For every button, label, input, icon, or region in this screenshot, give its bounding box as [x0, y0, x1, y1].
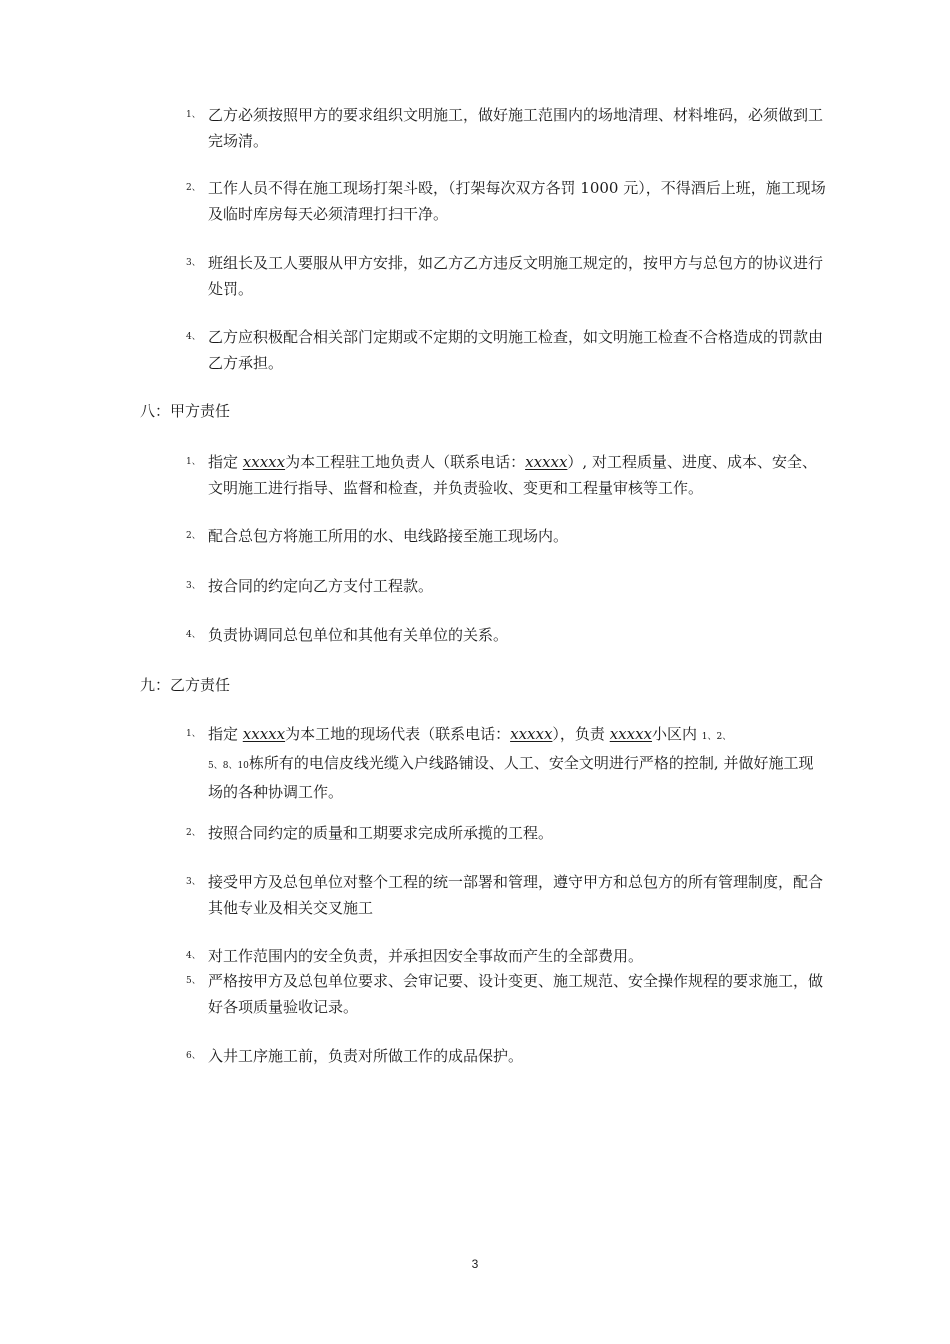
list-item: [186, 820, 826, 846]
item-text: [208, 721, 826, 805]
text-run: 小区内: [652, 725, 702, 743]
item-number: 2、: [186, 531, 201, 541]
item-number: 2、: [186, 183, 201, 193]
list-item: [186, 175, 826, 227]
item-text: [208, 449, 826, 501]
placeholder-field: xxxxx: [242, 725, 286, 743]
text-run: 为本工程驻工地负责人（联系电话：: [285, 453, 526, 471]
item-text: 按合同的约定向乙方支付工程款。: [208, 577, 434, 595]
item-text: 乙方必须按照甲方的要求组织文明施工，做好施工范围内的场地清理、材料堆码，必须做到工完场清。: [208, 106, 824, 150]
item-number: 4、: [186, 630, 201, 640]
item-text: 配合总包方将施工所用的水、电线路接至施工现场内。: [208, 527, 569, 545]
list-item: [186, 573, 826, 599]
building-numbers: 1、2、: [701, 732, 732, 742]
section-heading: 九：乙方责任: [140, 676, 231, 694]
item-number: 4、: [186, 951, 201, 961]
item-number: 1、: [186, 110, 201, 120]
list-item: [186, 1043, 826, 1069]
list-item: [186, 102, 826, 154]
item-number: 4、: [186, 332, 201, 342]
text-run: ）, 对工程质量、进度、成本、安全、文明施工进行指导、监督和检查，并负责验收、变更和工程量审核等工作。: [208, 453, 817, 497]
item-number: 5、: [186, 976, 201, 986]
text-run: 栋所有的电信皮线光缆入户线路铺设、人工、安全文明进行严格的控制, 并做好施工现场的各种协调工作。: [208, 754, 814, 801]
list-item: [186, 968, 826, 1020]
item-text: 严格按甲方及总包单位要求、会审记要、设计变更、施工规范、安全操作规程的要求施工，做好各项质量验收记录。: [208, 972, 824, 1016]
item-text: 班组长及工人要服从甲方安排，如乙方乙方违反文明施工规定的，按甲方与总包方的协议进行处罚。: [208, 254, 824, 298]
item-number: 3、: [186, 258, 201, 268]
item-text: 接受甲方及总包单位对整个工程的统一部署和管理，遵守甲方和总包方的所有管理制度，配合其他专业及相关交叉施工: [208, 873, 824, 917]
building-numbers: 5、8、10: [208, 761, 249, 771]
placeholder-field: xxxxx: [510, 725, 553, 743]
item-number: 1、: [186, 457, 201, 467]
list-item: [186, 721, 826, 805]
item-number: 6、: [186, 1051, 201, 1061]
list-item: [186, 250, 826, 302]
item-text: 负责协调同总包单位和其他有关单位的关系。: [208, 626, 509, 644]
list-item: [186, 622, 826, 648]
text-run: 指定: [208, 453, 243, 471]
item-text: 入井工序施工前，负责对所做工作的成品保护。: [208, 1047, 524, 1065]
item-number: 1、: [186, 729, 201, 739]
text-run: 指定: [208, 725, 243, 743]
placeholder-field: xxxxx: [242, 453, 286, 471]
list-item: [186, 523, 826, 549]
list-item: [186, 324, 826, 376]
item-text: 工作人员不得在施工现场打架斗殴，（打架每次双方各罚 1000 元），不得酒后上班，施工现场及临时库房每天必须清理打扫干净。: [208, 179, 826, 223]
list-item: [186, 449, 826, 501]
item-number: 2、: [186, 828, 201, 838]
placeholder-field: xxxxx: [525, 453, 568, 471]
text-run: 为本工地的现场代表（联系电话：: [285, 725, 511, 743]
page-number: 3: [471, 1257, 479, 1271]
placeholder-field: xxxxx: [609, 725, 653, 743]
list-item: [186, 869, 826, 921]
item-number: 3、: [186, 581, 201, 591]
item-text: 按照合同约定的质量和工期要求完成所承揽的工程。: [208, 824, 554, 842]
item-text: 对工作范围内的安全负责，并承担因安全事故而产生的全部费用。: [208, 947, 644, 965]
item-number: 3、: [186, 877, 201, 887]
text-run: ），负责: [552, 725, 610, 743]
section-heading: 八：甲方责任: [140, 402, 231, 420]
list-item: [186, 943, 826, 969]
item-text: 乙方应积极配合相关部门定期或不定期的文明施工检查，如文明施工检查不合格造成的罚款由乙方承担。: [208, 328, 824, 372]
